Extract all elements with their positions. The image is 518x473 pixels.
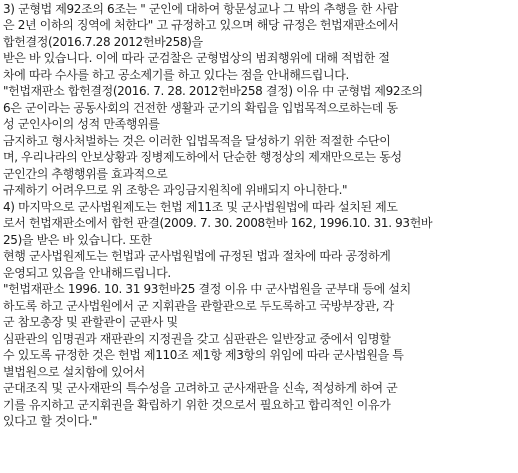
text-line: 하도록 하고 군사법원에서 군 지휘관을 관할관으로 두도록하고 국방부장관, 각 — [3, 298, 394, 313]
text-line: 6은 군이라는 공동사회의 건전한 생활과 군기의 확립을 입법목적으로하는데 동 — [3, 100, 398, 115]
text-line: 며, 우리나라의 안보상황과 징병제도하에서 단순한 행정상의 제재만으로는 동성 — [3, 150, 402, 164]
text-line: 별법원으로 설치함에 있어서 — [3, 364, 145, 379]
text-line: 금지하고 형사처벌하는 것은 이러한 입법목적을 달성하기 위한 적절한 수단이 — [3, 133, 391, 148]
text-line: 로서 헌법재판소에서 합헌 판결(2009. 7. 30. 2008헌바 162, 1996.10. 31. 93헌바 — [3, 216, 433, 230]
text-line: 은 2년 이하의 징역에 처한다" 고 규정하고 있으며 해당 규정은 헌법재판소에서 — [3, 18, 399, 32]
text-line: 25)을 받은 바 있습니다. 또한 — [3, 232, 152, 247]
text-line: 심판관의 임명권과 재판관의 지정권을 갖고 심판관은 일반장교 중에서 임명할 — [3, 331, 391, 346]
text-line: 규제하기 어려우므로 위 조항은 과잉금지원칙에 위배되지 아니한다." — [3, 183, 348, 197]
text-line: 차에 따라 수사를 하고 공소제기를 하고 있다는 점을 안내해드립니다. — [3, 67, 349, 82]
text-line: 성 군인사이의 성적 만족행위를 — [3, 117, 160, 131]
text-line: 수 있도록 규정한 것은 헌법 제110조 제1항 제3항의 위임에 따라 군사법원을 특 — [3, 348, 404, 362]
text-line: 군 참모총장 및 관할관이 군판사 및 — [3, 315, 178, 329]
document-body — [0, 1, 518, 473]
text-line: "헌법재판소 합헌결정(2016. 7. 28. 2012헌바258 결정) 이유 中 군형법 제92조의 — [3, 84, 423, 98]
text-line: 합헌결정(2016.7.28 2012헌바258)을 — [3, 34, 203, 49]
text-line: 받은 바 있습니다. 이에 따라 군검찰은 군형법상의 범죄행위에 대해 적법한 절 — [3, 51, 390, 65]
text-line: 기를 유지하고 군지휘권을 확립하기 위한 것으로서 필요하고 합리적인 이유가 — [3, 397, 391, 412]
text-line: 운영되고 있음을 안내해드립니다. — [3, 265, 171, 280]
text-line: 군인간의 추행행위를 효과적으로 — [3, 166, 168, 181]
text-line: 현행 군사법원제도는 헌법과 군사법원법에 규정된 법과 절차에 따라 공정하게 — [3, 249, 391, 263]
text-line: 4) 마지막으로 군사법원제도는 헌법 제11조 및 군사법원법에 따라 설치된 제도 — [3, 199, 398, 214]
text-line: 있다고 할 것이다." — [3, 414, 98, 428]
text-line: "헌법재판소 1996. 10. 31 93헌바25 결정 이유 中 군사법원을 군부대 등에 설치 — [3, 282, 411, 296]
text-line: 군대조직 및 군사재판의 특수성을 고려하고 군사재판을 신속, 적성하게 하여 군 — [3, 381, 398, 395]
text-line: 3) 군형법 제92조의 6조는 " 군인에 대하여 항문성교나 그 밖의 추행을 한 사람 — [3, 1, 398, 16]
